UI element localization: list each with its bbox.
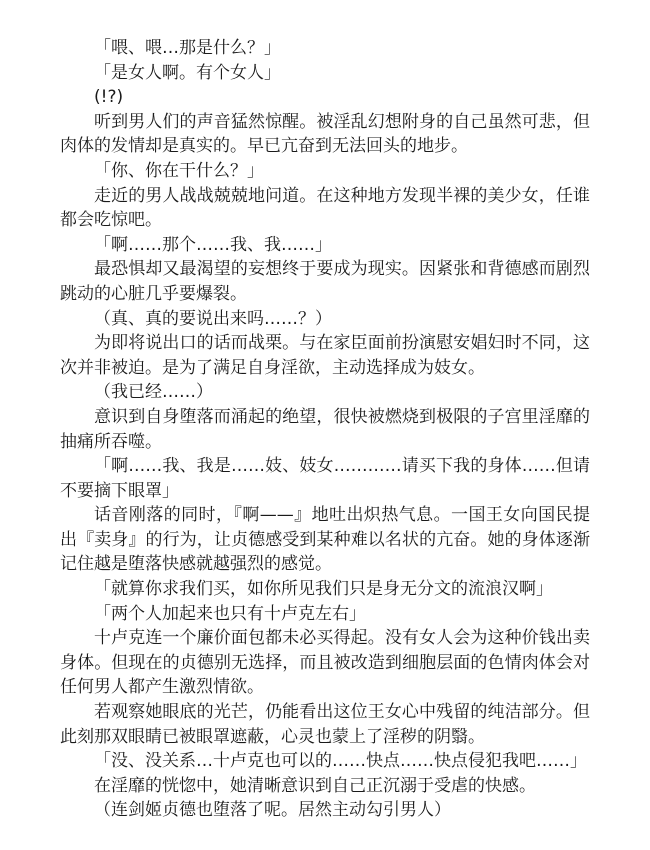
- paragraph-4: 听到男人们的声音猛然惊醒。被淫乱幻想附身的自己虽然可悲，但肉体的发情却是真实的。早已亢奋到无法回头的地步。: [60, 111, 590, 157]
- paragraph-16: 「两个人加起来也只有十卢克左右」: [94, 603, 366, 624]
- paragraph-17: 十卢克连一个廉价面包都未必买得起。没有女人会为这种价钱出卖身体。但现在的贞德别无选择，而且被改造到细胞层面的色情肉体会对任何男人都产生激烈情欲。: [60, 628, 590, 698]
- paragraph-20: 在淫靡的恍惚中，她清晰意识到自己正沉溺于受虐的快感。: [94, 775, 536, 796]
- paragraph-15: 「就算你求我们买，如你所见我们只是身无分文的流浪汉啊」: [94, 579, 553, 600]
- paragraph-21: （连剑姬贞德也堕落了呢。居然主动勾引男人）: [94, 800, 451, 821]
- paragraph-7: 「啊……那个……我、我……」: [94, 234, 332, 255]
- paragraph-6: 走近的男人战战兢兢地问道。在这种地方发现半裸的美少女，任谁都会吃惊吧。: [60, 185, 590, 231]
- paragraph-19: 「没、没关系…十卢克也可以的……快点……快点侵犯我吧……」: [94, 751, 587, 772]
- paragraph-8: 最恐惧却又最渴望的妄想终于要成为现实。因紧张和背德感而剧烈跳动的心脏几乎要爆裂。: [60, 259, 590, 304]
- paragraph-2: 「是女人啊。有个女人」: [94, 62, 281, 83]
- paragraph-1: 「喂、喂…那是什么？」: [94, 38, 281, 58]
- paragraph-12: 意识到自身堕落而涌起的绝望，很快被燃烧到极限的子宫里淫靡的抽痛所吞噬。: [60, 406, 590, 452]
- paragraph-9: （真、真的要说出来吗……？）: [94, 308, 332, 329]
- paragraph-18: 若观察她眼底的光芒，仍能看出这位王女心中残留的纯洁部分。但此刻那双眼睛已被眼罩遮蔽，心灵也蒙上了淫秽的阴翳。: [60, 702, 590, 747]
- paragraph-10: 为即将说出口的话而战栗。与在家臣面前扮演慰安娼妇时不同，这次并非被迫。是为了满足自身淫欲，主动选择成为妓女。: [60, 333, 590, 378]
- paragraph-3: (!?): [94, 87, 124, 108]
- paragraph-11: （我已经……）: [94, 382, 213, 403]
- paragraph-13: 「啊……我、我是……妓、妓女…………请买下我的身体……但请不要摘下眼罩」: [60, 456, 590, 501]
- paragraph-14: 话音刚落的同时，『啊——』地吐出炽热气息。一国王女向国民提出『卖身』的行为，让贞德感受到某种难以名状的亢奋。她的身体逐渐记住越是堕落快感就越强烈的感觉。: [60, 505, 590, 575]
- paragraph-5: 「你、你在干什么？」: [94, 160, 264, 181]
- document-page: [60, 36, 590, 823]
